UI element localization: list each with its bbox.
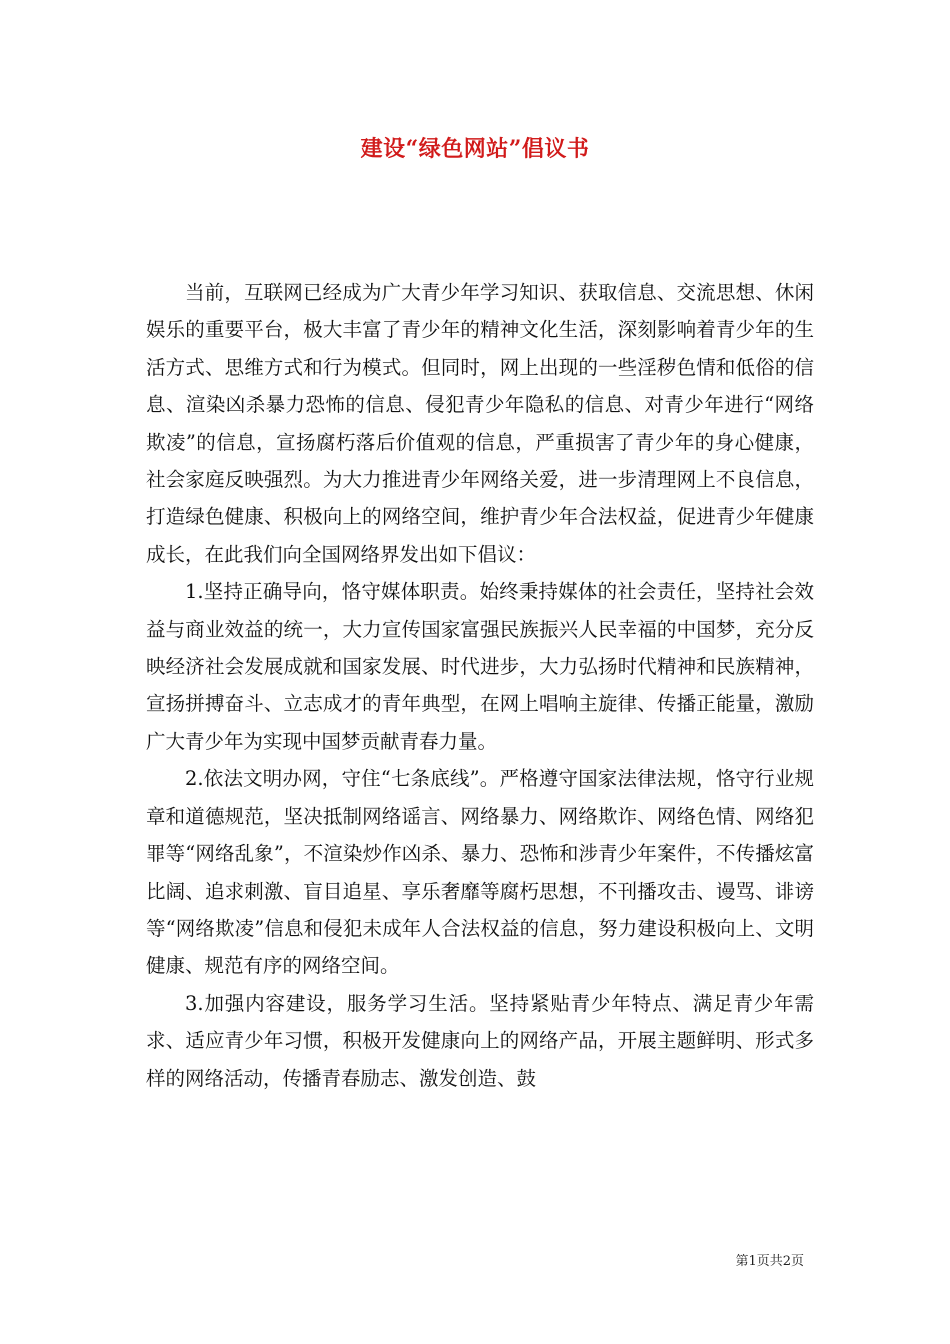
document-title: 建设“绿色网站”倡议书 [360,136,590,162]
paragraph-intro: 当前，互联网已经成为广大青少年学习知识、获取信息、交流思想、休闲娱乐的重要平台，极大丰富了青少年的精神文化生活，深刻影响着青少年的生活方式、思维方式和行为模式。但同时，网上出现的一些淫秽色情和低俗的信息、渲染凶杀暴力恐怖的信息、侵犯青少年隐私的信息、对青少年进行“网络欺凌”的信息，宣扬腐朽落后价值观的信息，严重损害了青少年的身心健康，社会家庭反映强烈。为大力推进青少年网络关爱，进一步清理网上不良信息，打造绿色健康、积极向上的网络空间，维护青少年合法权益，促进青少年健康成长，在此我们向全国网络界发出如下倡议： [146,281,814,566]
paragraph-item-3: 3.加强内容建设，服务学习生活。坚持紧贴青少年特点、满足青少年需求、适应青少年习惯，积极开发健康向上的网络产品，开展主题鲜明、形式多样的网络活动，传播青春励志、激发创造、鼓 [146,991,814,1090]
page-number-footer: 第1页共2页 [735,1254,804,1269]
document-body [146,274,814,1097]
paragraph-item-2: 2.依法文明办网，守住“七条底线”。严格遵守国家法律法规，恪守行业规章和道德规范，坚决抵制网络谣言、网络暴力、网络欺诈、网络色情、网络犯罪等“网络乱象”，不渲染炒作凶杀、暴力、恐怖和涉青少年案件，不传播炫富比阔、追求刺激、盲目追星、享乐奢靡等腐朽思想，不刊播攻击、谩骂、诽谤等“网络欺凌”信息和侵犯未成年人合法权益的信息，努力建设积极向上、文明健康、规范有序的网络空间。 [146,767,814,978]
paragraph-item-1: 1.坚持正确导向，恪守媒体职责。始终秉持媒体的社会责任，坚持社会效益与商业效益的统一，大力宣传国家富强民族振兴人民幸福的中国梦，充分反映经济社会发展成就和国家发展、时代进步，大力弘扬时代精神和民族精神，宣扬拼搏奋斗、立志成才的青年典型，在网上唱响主旋律、传播正能量，激励广大青少年为实现中国梦贡献青春力量。 [146,580,814,753]
